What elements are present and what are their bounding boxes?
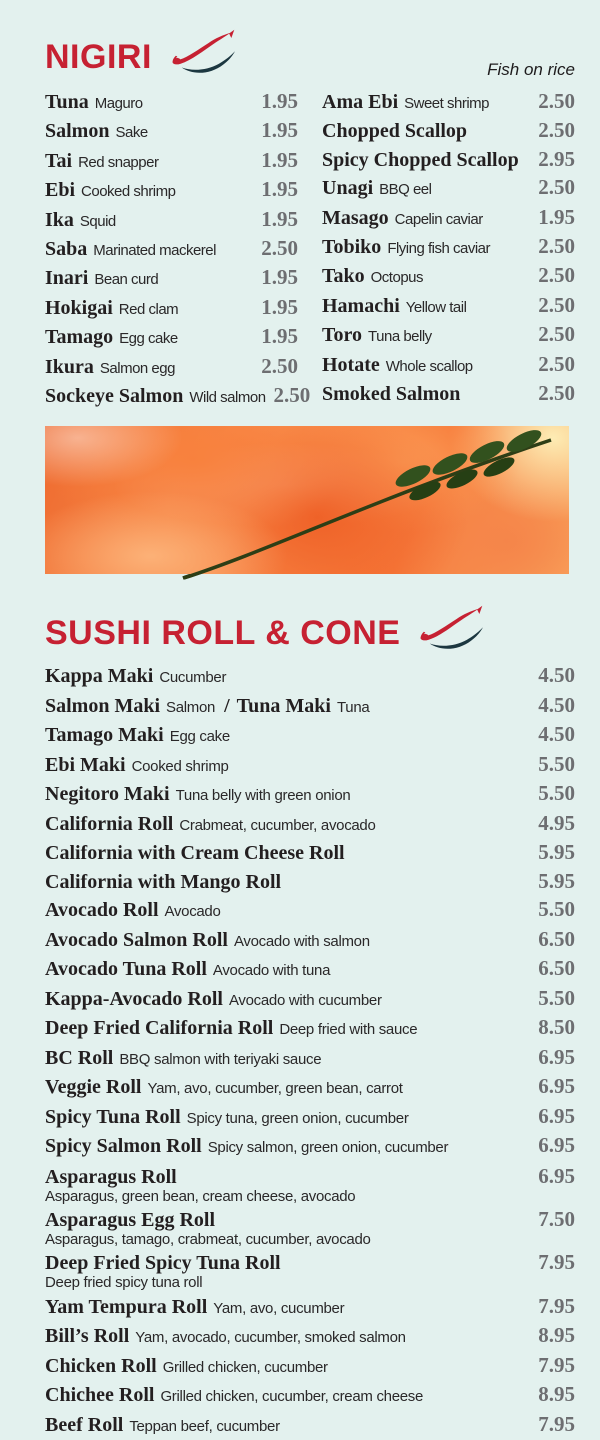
item-title-group (45, 869, 281, 897)
item-price: 7.95 (538, 1249, 575, 1274)
item-name: Ebi Maki (45, 753, 126, 776)
leaf-sprig-graphic (46, 426, 569, 574)
menu-item (45, 780, 575, 810)
menu-item (45, 926, 575, 956)
item-name: Asparagus Egg Roll (45, 1208, 216, 1231)
item-description: Grilled chicken, cucumber (162, 1358, 328, 1376)
item-price: 5.95 (538, 868, 575, 893)
item-name: Smoked Salmon (322, 383, 461, 406)
item-description: Deep fried spicy tuna roll (45, 1273, 203, 1291)
item-description: Yam, avo, cucumber (213, 1299, 345, 1317)
menu-item (45, 721, 575, 751)
item-price: 6.95 (538, 1133, 575, 1158)
menu-item (322, 204, 575, 233)
menu-item (45, 206, 298, 235)
item-price: 1.95 (261, 147, 298, 172)
item-price: 8.50 (538, 1015, 575, 1040)
item-title-group (45, 1251, 281, 1276)
item-price: 1.95 (261, 118, 298, 143)
item-name: Ikura (45, 355, 94, 378)
menu-item (45, 382, 311, 411)
item-title-group (45, 811, 378, 840)
item-title-group (45, 897, 223, 926)
item-description: Tuna (336, 698, 370, 716)
menu-item (45, 1073, 575, 1103)
item-price: 5.50 (538, 897, 575, 922)
menu-item (45, 294, 298, 323)
item-price: 4.50 (538, 663, 575, 688)
menu-item (322, 380, 575, 408)
item-price: 2.50 (538, 263, 575, 288)
item-description: BBQ eel (379, 181, 432, 199)
item-name: Hamachi (322, 294, 400, 317)
menu-item (322, 321, 575, 350)
item-description: Cooked shrimp (131, 757, 229, 775)
menu-item (45, 1293, 575, 1323)
item-title-group (45, 1353, 330, 1382)
item-price: 6.50 (538, 926, 575, 951)
menu-item (322, 88, 575, 117)
item-price: 2.50 (538, 175, 575, 200)
item-price: 2.95 (538, 146, 575, 171)
item-price: 6.95 (538, 1103, 575, 1128)
menu-item (45, 955, 575, 985)
item-name: Veggie Roll (45, 1076, 142, 1099)
menu-item (45, 1322, 575, 1352)
item-description: Salmon (166, 698, 216, 716)
item-description: Red snapper (78, 153, 159, 171)
menu-item (45, 662, 575, 692)
item-description: Avocado with cucumber (228, 991, 382, 1009)
item-description: Salmon egg (99, 359, 175, 377)
item-description: Whole scallop (385, 357, 473, 375)
item-name: Negitoro Maki (45, 783, 170, 806)
item-price: 2.50 (538, 292, 575, 317)
item-description: Cucumber (159, 669, 227, 687)
item-description: Squid (79, 212, 116, 230)
brush-swoosh-icon (164, 29, 238, 75)
nigiri-section (45, 34, 575, 411)
item-title-group (45, 663, 228, 692)
menu-item (45, 985, 575, 1015)
item-price: 8.95 (538, 1382, 575, 1407)
menu-item (45, 868, 575, 897)
item-name: Chopped Scallop (322, 120, 468, 143)
item-price: 2.50 (538, 234, 575, 259)
menu-item (45, 1250, 575, 1290)
menu-item (45, 1381, 575, 1411)
item-description: Teppan beef, cucumber (129, 1417, 280, 1435)
item-name: Sockeye Salmon (45, 385, 184, 408)
item-price: 7.95 (538, 1352, 575, 1377)
menu-item (45, 235, 298, 264)
menu-item (45, 1207, 575, 1247)
menu-item (45, 810, 575, 840)
item-title-group (45, 927, 372, 956)
item-name: Avocado Tuna Roll (45, 958, 207, 981)
menu-item (45, 1164, 575, 1204)
menu-item (45, 896, 575, 926)
rolls-header (45, 610, 575, 656)
item-name: Spicy Salmon Roll (45, 1135, 202, 1158)
item-name: Avocado Roll (45, 899, 159, 922)
menu-item (322, 174, 575, 203)
separator: / (224, 694, 230, 717)
item-name: Saba (45, 238, 88, 261)
item-description: Sake (115, 124, 148, 142)
item-name: Ama Ebi (322, 91, 399, 113)
item-name: Avocado Salmon Roll (45, 928, 228, 951)
nigiri-column-left (45, 88, 311, 411)
item-title-group (45, 1074, 405, 1103)
item-description: Octopus (370, 269, 424, 287)
item-name: Salmon Maki (45, 694, 161, 717)
item-price: 7.95 (538, 1293, 575, 1318)
item-description: Marinated mackerel (93, 242, 216, 260)
item-price: 2.50 (538, 89, 575, 113)
item-title-group (45, 840, 345, 868)
item-description: Spicy tuna, green onion, cucumber (186, 1109, 409, 1127)
item-description: Yellow tail (405, 298, 467, 316)
item-name: Tako (322, 265, 365, 288)
item-description: Tuna belly (368, 328, 432, 346)
item-name: Toro (322, 324, 363, 347)
item-price: 2.50 (538, 322, 575, 347)
item-name: Tuna (45, 91, 89, 113)
menu-item (322, 117, 575, 145)
item-description: Bean curd (94, 271, 159, 289)
item-description: Asparagus, green bean, cream cheese, avocado (45, 1187, 356, 1205)
nigiri-header (45, 34, 575, 80)
item-name: Chichee Roll (45, 1384, 155, 1407)
item-name: Chicken Roll (45, 1354, 157, 1377)
item-description: Capelin caviar (394, 210, 483, 228)
item-name: Tamago (45, 326, 114, 349)
item-description: Avocado with tuna (212, 962, 331, 980)
item-description: Avocado with salmon (233, 932, 370, 950)
item-name: Tuna Maki (236, 694, 331, 717)
item-name: Kappa-Avocado Roll (45, 987, 223, 1010)
item-description: Asparagus, tamago, crabmeat, cucumber, avocado (45, 1230, 371, 1248)
item-name: Bill’s Roll (45, 1325, 130, 1348)
rolls-section (45, 610, 575, 1440)
menu-item (322, 262, 575, 291)
item-title-group (45, 1323, 408, 1352)
nigiri-title: NIGIRI (45, 38, 152, 76)
menu-item (45, 1103, 575, 1133)
item-price: 2.50 (273, 383, 311, 408)
menu-item (45, 692, 575, 722)
item-name: Deep Fried Spicy Tuna Roll (45, 1251, 281, 1274)
item-title-group (45, 1165, 177, 1190)
item-description: Red clam (118, 300, 179, 318)
menu-item (322, 351, 575, 380)
item-price: 1.95 (261, 265, 298, 290)
item-price: 5.50 (538, 985, 575, 1010)
item-name: Salmon (45, 120, 110, 143)
item-price: 2.50 (538, 381, 575, 406)
item-description: Maguro (94, 95, 143, 112)
item-title-group (45, 1104, 411, 1133)
item-title-group (45, 1133, 450, 1162)
item-price: 1.95 (261, 177, 298, 202)
item-price: 1.95 (261, 294, 298, 319)
item-description: Cooked shrimp (81, 183, 176, 201)
item-price: 6.50 (538, 956, 575, 981)
salmon-photo-art (46, 426, 569, 574)
item-description: Wild salmon (189, 389, 266, 407)
menu-item (45, 1014, 575, 1044)
item-title-group (45, 781, 352, 810)
item-description: Yam, avocado, cucumber, smoked salmon (135, 1329, 406, 1347)
item-price: 5.50 (538, 781, 575, 806)
item-title-group (45, 1294, 346, 1323)
item-price: 4.50 (538, 692, 575, 717)
item-title-group (45, 1208, 215, 1233)
menu-item (45, 1132, 575, 1162)
item-description: Avocado (164, 903, 221, 921)
menu-item (322, 146, 575, 174)
nigiri-tagline: Fish on rice (487, 60, 575, 79)
item-price: 6.95 (538, 1044, 575, 1069)
item-description: Flying fish caviar (387, 240, 491, 258)
menu-item (45, 147, 298, 176)
item-description: Spicy salmon, green onion, cucumber (207, 1139, 449, 1157)
item-description: Egg cake (169, 728, 230, 746)
item-name: California with Mango Roll (45, 870, 282, 893)
item-price: 7.50 (538, 1206, 575, 1231)
roll-list (45, 662, 575, 1440)
menu-item (45, 264, 298, 293)
item-name: BC Roll (45, 1046, 114, 1069)
item-description: Deep fried with sauce (279, 1021, 418, 1039)
item-name: Hotate (322, 353, 380, 376)
item-name: Spicy Chopped Scallop (322, 148, 519, 171)
item-description: Crabmeat, cucumber, avocado (179, 816, 376, 834)
item-price: 1.95 (261, 206, 298, 231)
item-price: 2.50 (261, 236, 298, 261)
item-title-group (45, 693, 371, 722)
item-name: Unagi (322, 177, 374, 200)
menu-item (45, 751, 575, 781)
item-title-group (45, 1045, 323, 1074)
salmon-photo-3 (400, 426, 568, 574)
item-name: Inari (45, 267, 89, 290)
item-price: 2.50 (538, 351, 575, 376)
menu-item (45, 1411, 575, 1440)
item-price: 1.95 (261, 324, 298, 349)
item-title-group (45, 1382, 425, 1411)
item-name: Spicy Tuna Roll (45, 1105, 181, 1128)
menu-item (45, 88, 298, 117)
item-name: California Roll (45, 812, 174, 835)
menu-item (45, 176, 298, 205)
item-description: BBQ salmon with teriyaki sauce (119, 1050, 322, 1068)
item-name: Tobiko (322, 236, 382, 259)
item-price: 8.95 (538, 1323, 575, 1348)
rolls-title: SUSHI ROLL & CONE (45, 614, 401, 653)
menu-item (322, 292, 575, 321)
item-title-group (45, 956, 332, 985)
item-price: 6.95 (538, 1074, 575, 1099)
brush-swoosh-icon (412, 605, 486, 651)
menu-item (45, 353, 298, 382)
nigiri-column-right (322, 88, 575, 411)
item-price: 4.50 (538, 722, 575, 747)
menu-item (322, 233, 575, 262)
item-name: California with Cream Cheese Roll (45, 842, 345, 865)
item-price: 1.95 (538, 204, 575, 229)
item-name: Beef Roll (45, 1413, 124, 1436)
item-price: 7.95 (538, 1411, 575, 1436)
item-name: Deep Fried California Roll (45, 1017, 274, 1040)
item-title-group (45, 986, 384, 1015)
item-price: 6.95 (538, 1163, 575, 1188)
item-title-group (45, 752, 231, 781)
item-price: 4.95 (538, 810, 575, 835)
item-name: Tai (45, 149, 73, 172)
item-price: 2.50 (538, 118, 575, 143)
item-price: 5.95 (538, 840, 575, 865)
item-name: Hokigai (45, 296, 113, 319)
item-name: Masago (322, 206, 389, 229)
nigiri-item-grid (45, 88, 575, 411)
photo-strip (45, 426, 568, 574)
menu-item (45, 323, 298, 352)
menu-item (45, 1044, 575, 1074)
item-name: Kappa Maki (45, 665, 154, 688)
item-name: Ebi (45, 179, 76, 202)
item-name: Asparagus Roll (45, 1165, 177, 1188)
menu-item (45, 117, 298, 146)
item-price: 2.50 (261, 353, 298, 378)
item-price: 1.95 (261, 89, 298, 113)
item-name: Yam Tempura Roll (45, 1295, 208, 1318)
item-description: Sweet shrimp (404, 95, 489, 112)
item-title-group (45, 1412, 282, 1440)
item-title-group (45, 722, 232, 751)
item-description: Tuna belly with green onion (175, 787, 351, 805)
item-title-group (45, 1015, 419, 1044)
menu-item (45, 839, 575, 868)
item-name: Tamago Maki (45, 724, 164, 747)
item-description: Egg cake (119, 330, 178, 348)
item-description: Yam, avo, cucumber, green bean, carrot (147, 1080, 403, 1098)
item-price: 5.50 (538, 751, 575, 776)
item-name: Ika (45, 208, 74, 231)
menu-item (45, 1352, 575, 1382)
item-description: Grilled chicken, cucumber, cream cheese (160, 1388, 424, 1406)
